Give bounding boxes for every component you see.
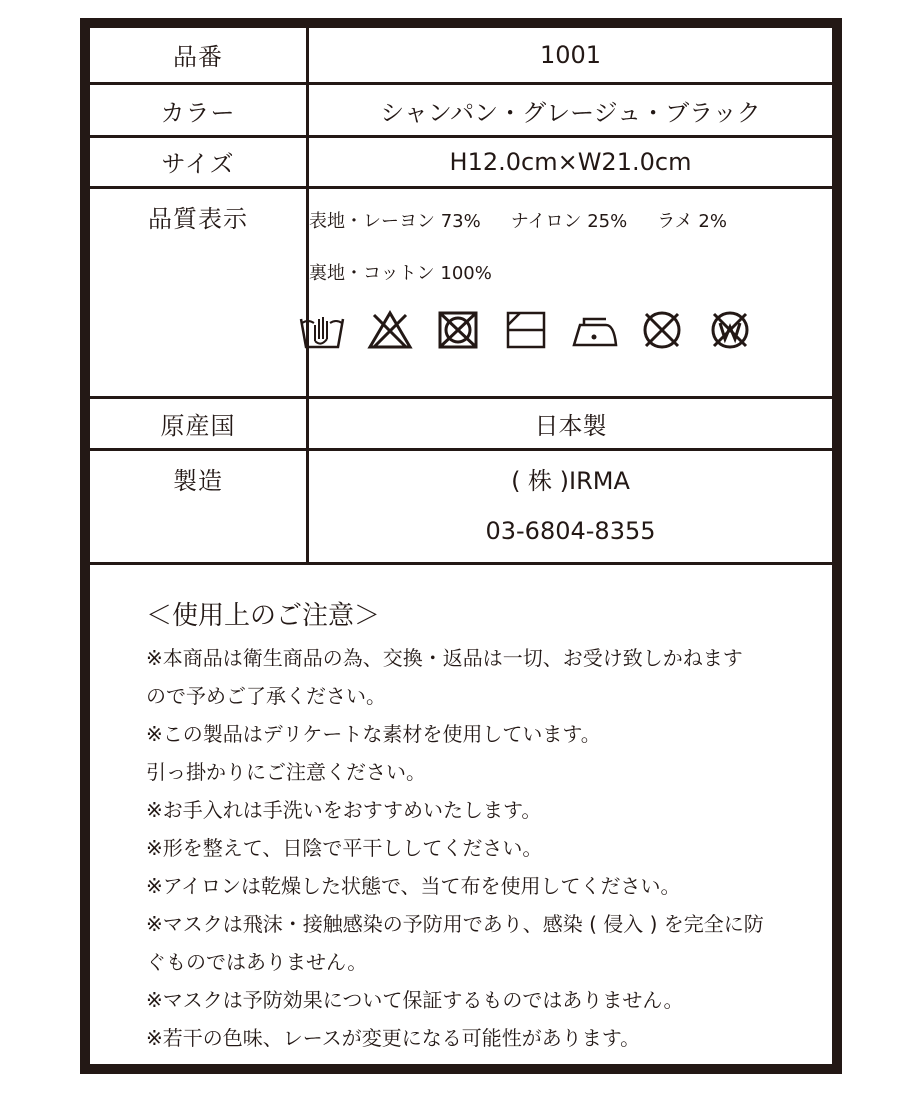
note-line: ので予めご了承ください。 xyxy=(146,684,386,708)
note-line: 引っ掛かりにご注意ください。 xyxy=(146,760,426,784)
row-origin xyxy=(90,397,832,449)
note-line: ※若干の色味、レースが変更になる可能性があります。 xyxy=(146,1026,641,1050)
material-lining: 裏地・コットン 100% xyxy=(309,262,492,284)
origin-label: 原産国 xyxy=(90,397,308,449)
notes-heading: ＜使用上のご注意＞ xyxy=(146,601,381,631)
row-material xyxy=(90,187,832,397)
note-line: ※アイロンは乾燥した状態で、当て布を使用してください。 xyxy=(146,874,681,898)
line-dry-shade-icon xyxy=(502,309,550,351)
iron-low-icon xyxy=(570,309,618,351)
size-value: H12.0cm×W21.0cm xyxy=(308,137,833,187)
product-no-label: 品番 xyxy=(90,28,308,83)
color-label: カラー xyxy=(90,83,308,136)
maker-label: 製造 xyxy=(90,450,308,564)
product-no-value: 1001 xyxy=(308,28,833,83)
note-line: ぐものではありません。 xyxy=(146,950,368,974)
usage-notes xyxy=(146,593,826,1057)
color-value: シャンパン・グレージュ・ブラック xyxy=(308,83,833,136)
note-line: ※本商品は衛生商品の為、交換・返品は一切、お受け致しかねます xyxy=(146,646,743,670)
material-cell xyxy=(308,187,833,397)
material-outer xyxy=(309,207,832,237)
maker-name: ( 株 )IRMA xyxy=(511,467,630,496)
row-product-no xyxy=(90,28,832,83)
care-icons xyxy=(298,309,832,351)
note-line: ※形を整えて、日陰で平干ししてください。 xyxy=(146,836,543,860)
note-line: ※マスクは予防効果について保証するものではありません。 xyxy=(146,988,684,1012)
note-line: ※マスクは飛沫・接触感染の予防用であり、感染 ( 侵入 ) を完全に防 xyxy=(146,912,764,936)
row-color xyxy=(90,83,832,136)
hand-wash-icon xyxy=(298,309,346,351)
material-outer-1: 表地・レーヨン 73% xyxy=(309,210,481,232)
origin-value: 日本製 xyxy=(308,397,833,449)
note-line: ※この製品はデリケートな素材を使用しています。 xyxy=(146,722,601,746)
no-dry-clean-icon xyxy=(638,309,686,351)
note-line: ※お手入れは手洗いをおすすめいたします。 xyxy=(146,798,542,822)
no-wet-clean-icon xyxy=(706,309,754,351)
spec-table xyxy=(90,28,832,565)
no-bleach-icon xyxy=(366,309,414,351)
maker-phone: 03-6804-8355 xyxy=(485,517,656,546)
material-outer-2: ナイロン 25% xyxy=(510,210,628,232)
row-size xyxy=(90,137,832,187)
material-outer-3: ラメ 2% xyxy=(657,210,727,232)
material-label: 品質表示 xyxy=(90,187,308,397)
no-tumble-dry-icon xyxy=(434,309,482,351)
maker-cell xyxy=(308,450,833,564)
size-label: サイズ xyxy=(90,137,308,187)
label-card xyxy=(80,18,842,1074)
row-maker xyxy=(90,450,832,564)
